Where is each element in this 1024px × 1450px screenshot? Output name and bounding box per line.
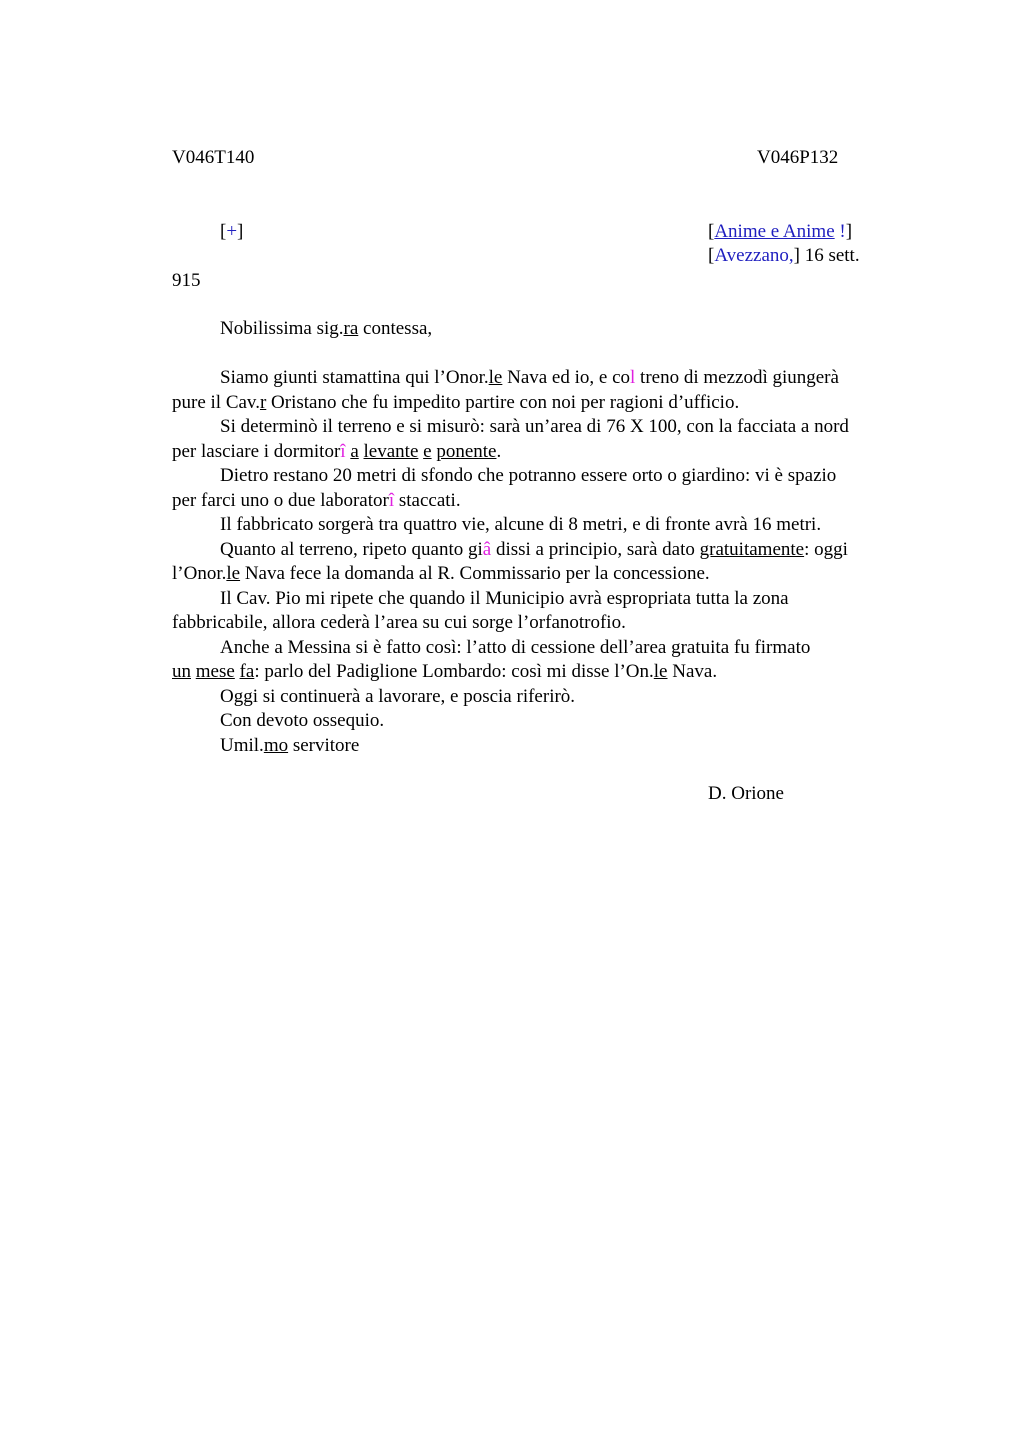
salutation: Nobilissima sig.ra contessa, (220, 318, 433, 339)
closing-line: Umil.mo servitore (220, 734, 360, 756)
plus-icon[interactable]: + (226, 221, 238, 242)
document-code-right: V046P132 (757, 147, 839, 168)
paragraph: Si determinò il terreno e si misurò: sarà un’area di 76 X 100, con la facciata a nord (220, 416, 849, 437)
paragraph-continuation: un mese fa: parlo del Padiglione Lombardo: così mi disse l’On.le Nava. (172, 661, 718, 682)
signature: D. Orione (708, 783, 784, 804)
paragraph: Siamo giunti stamattina qui l’Onor.le Nava ed io, e col treno di mezzodì giungerà (220, 367, 839, 388)
paragraph: Oggi si continuerà a lavorare, e poscia riferirò. (220, 685, 576, 707)
paragraph-continuation: pure il Cav.r Oristano che fu impedito partire con noi per ragioni d’ufficio. (172, 391, 740, 413)
place-date: [Avezzano,] 16 sett. (708, 245, 860, 266)
document-code-left: V046T140 (172, 147, 255, 168)
paragraph-continuation: per farci uno o due laboratorî staccati. (172, 489, 461, 511)
editorial-note-marker (220, 220, 243, 244)
paragraph-continuation: per lasciare i dormitorî a levante e ponente. (172, 440, 502, 462)
title-exclamation: ! (839, 221, 846, 242)
paragraph-continuation: l’Onor.le Nava fece la domanda al R. Commissario per la concessione. (172, 563, 710, 584)
letter-body (172, 366, 912, 758)
bracket-open: [ (708, 221, 715, 242)
date: 16 sett. (799, 245, 860, 266)
paragraph: Il Cav. Pio mi ripete che quando il Municipio avrà espropriata tutta la zona (220, 587, 789, 609)
paragraph-continuation: fabbricabile, allora cederà l’area su cui sorge l’orfanotrofio. (172, 612, 626, 633)
bracket-open: [ (220, 221, 227, 242)
title-link[interactable]: Anime e Anime (714, 221, 835, 242)
year: 915 (172, 270, 201, 291)
closing-line: Con devoto ossequio. (220, 710, 385, 731)
paragraph: Il fabbricato sorgerà tra quattro vie, alcune di 8 metri, e di fronte avrà 16 metri. (220, 514, 822, 535)
letter-title (708, 220, 852, 244)
paragraph: Quanto al terreno, ripeto quanto giâ dissi a principio, sarà dato gratuitamente: oggi (220, 538, 848, 560)
paragraph: Anche a Messina si è fatto così: l’atto di cessione dell’area gratuita fu firmato (220, 636, 811, 658)
place-name: Avezzano, (714, 245, 794, 266)
paragraph: Dietro restano 20 metri di sfondo che potranno essere orto o giardino: vi è spazio (220, 465, 837, 486)
bracket-close: ] (845, 221, 853, 242)
bracket-close: ] (237, 221, 244, 242)
